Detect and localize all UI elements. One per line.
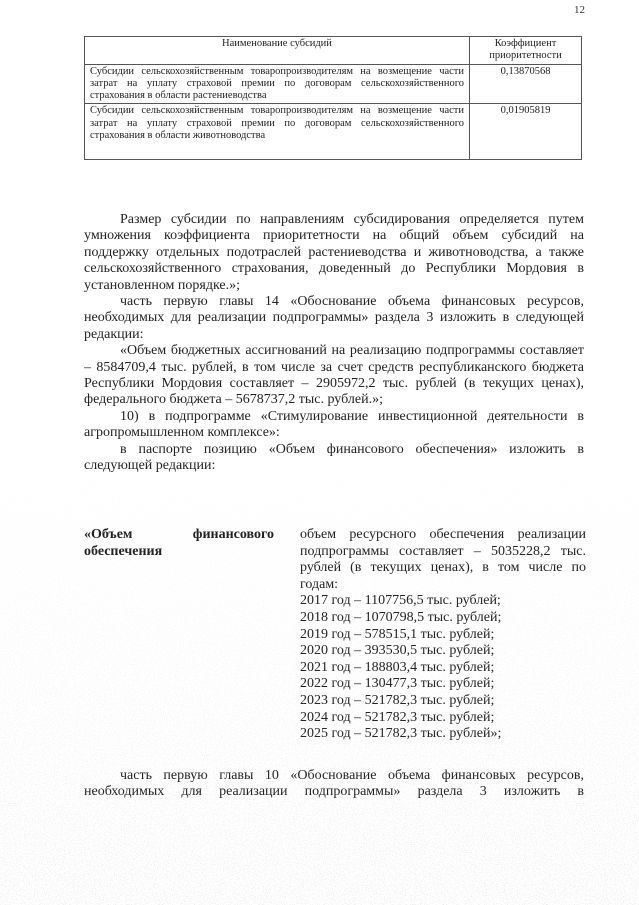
subsidy-coefficients-table	[84, 36, 582, 160]
passport-label-word-1: «Объем	[84, 527, 133, 542]
passport-position-label	[84, 527, 274, 560]
table-row	[85, 64, 582, 104]
passport-position-value	[300, 527, 586, 743]
list-item: 2022 год – 130477,3 тыс. рублей;	[300, 676, 495, 692]
table-cell-coefficient: 0,13870568	[470, 64, 582, 104]
paragraph-chapter-10: часть первую главы 10 «Обоснование объема финансовых ресурсов, необходимых для реализации подпрограммы» раздела 3 изложить в	[84, 768, 584, 800]
passport-label-word-2: финансового	[192, 527, 274, 542]
table-cell-name: Субсидии сельскохозяйственным товаропроизводителям на возмещение части затрат на уплату страховой премии по договорам сельскохозяйственного страхования в области растениеводства	[85, 64, 470, 104]
table-cell-coefficient: 0,01905819	[470, 104, 582, 160]
passport-value-intro: объем ресурсного обеспечения реализации подпрограммы составляет – 5035228,2 тыс. рублей (в текущих ценах), в том числе по годам:	[300, 527, 586, 592]
list-item: 2018 год – 1070798,5 тыс. рублей;	[300, 609, 502, 625]
body-text-block-bottom	[84, 768, 584, 801]
yearly-funding-list	[300, 593, 586, 742]
table-row	[85, 104, 582, 160]
paragraph-passport-position: в паспорте позицию «Объем финансового обеспечения» изложить в следующей редакции:	[84, 441, 584, 474]
list-item: 2019 год – 578515,1 тыс. рублей;	[300, 626, 495, 642]
table-header-name: Наименование субсидий	[85, 37, 470, 65]
page-number: 12	[574, 4, 585, 16]
body-text-block	[84, 212, 584, 475]
paragraph-budget-volume: «Объем бюджетных ассигнований на реализацию подпрограммы составляет – 8584709,4 тыс. рублей, в том числе за счет средств республиканского бюджета Республики Мордовия составляет – 2905972,2 тыс. рублей (в текущих ценах), федерального бюджета – 5678737,2 тыс. рублей.»;	[84, 343, 584, 408]
paragraph-subsidy-size: Размер субсидии по направлениям субсидирования определяется путем умножения коэффициента приоритетности на общий объем субсидий на поддержку отдельных подотраслей растениеводства и животноводства, а также сельскохозяйственного страхования, доведенный до Республики Мордовия в установленном порядке.»;	[84, 212, 584, 293]
list-item: 2025 год – 521782,3 тыс. рублей»;	[300, 726, 502, 742]
passport-label-line-2: обеспечения	[84, 543, 163, 559]
list-item: 2021 год – 188803,4 тыс. рублей;	[300, 659, 495, 675]
table-header-coefficient: Коэффициент приоритетности	[470, 37, 582, 65]
paragraph-chapter-14: часть первую главы 14 «Обоснование объема финансовых ресурсов, необходимых для реализации подпрограммы» раздела 3 изложить в следующей редакции:	[84, 294, 584, 342]
list-item: 2024 год – 521782,3 тыс. рублей;	[300, 709, 495, 725]
paragraph-subprogram-10: 10) в подпрограмме «Стимулирование инвестиционной деятельности в агропромышленном комплексе»:	[84, 408, 584, 441]
list-item: 2017 год – 1107756,5 тыс. рублей;	[300, 593, 501, 609]
table-cell-name: Субсидии сельскохозяйственным товаропроизводителям на возмещение части затрат на уплату страховой премии по договорам сельскохозяйственного страхования в области животноводства	[85, 104, 470, 160]
list-item: 2020 год – 393530,5 тыс. рублей;	[300, 643, 495, 659]
list-item: 2023 год – 521782,3 тыс. рублей;	[300, 692, 495, 708]
table-header-row	[85, 37, 582, 65]
